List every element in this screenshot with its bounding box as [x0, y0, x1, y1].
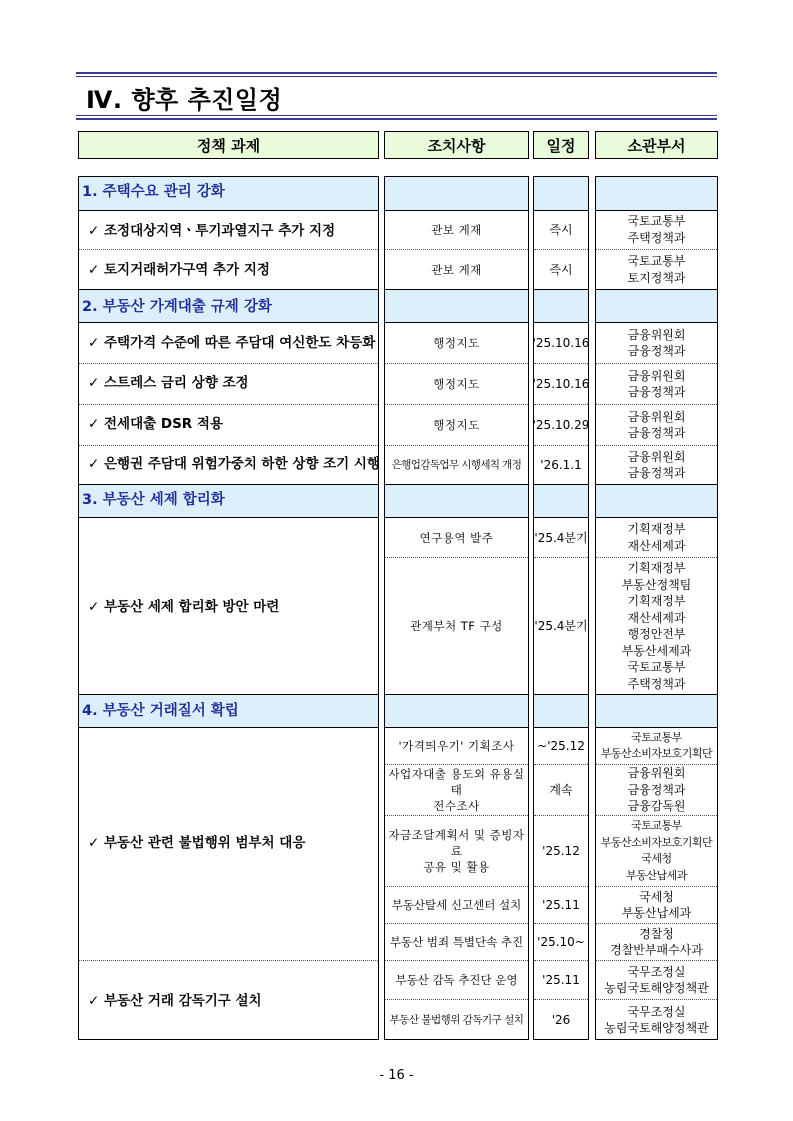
dept-line: 국토교통부: [627, 660, 686, 674]
dept-cell: [595, 211, 718, 248]
action-line: 자금조달계획서 및 증빙자료: [388, 828, 525, 858]
schedule-cell: ~'25.12: [537, 739, 585, 753]
policy-item: ✓ 부동산 세제 합리화 방안 마련: [88, 599, 280, 615]
policy-item: ✓ 은행권 주담대 위험가중치 하한 상향 조기 시행: [88, 456, 380, 472]
action-line: 공유 및 활용: [423, 860, 490, 874]
dept-cell: [595, 924, 718, 960]
dept-line: 주택정책과: [627, 676, 686, 691]
policy-item: ✓ 부동산 관련 불법행위 범부처 대응: [88, 835, 306, 851]
dept-line: 금융정책과: [627, 385, 686, 399]
dept-line: 국세청: [639, 889, 674, 904]
action-line: 사업자대출 용도외 유용실태: [388, 767, 525, 797]
action-cell: 부동산 감독 추진단 운영: [395, 973, 518, 987]
dept-line: 금융감독원: [627, 799, 686, 814]
row-separator: [79, 404, 378, 405]
action-line: 전수조사: [433, 799, 480, 813]
dept-line: 국무조정실: [627, 964, 686, 979]
dept-line: 기획재정부: [627, 594, 686, 608]
dept-cell: [595, 323, 718, 363]
dept-line: 금융위원회: [627, 327, 686, 342]
page-number: - 16 -: [379, 1068, 414, 1083]
header-action: 조치사항: [384, 131, 529, 159]
bottom-rule: [76, 115, 717, 116]
dept-line: 금융위원회: [627, 368, 686, 383]
dept-line: 행정안전부: [627, 627, 686, 641]
schedule-cell: '25.10.16: [532, 336, 590, 350]
schedule-cell: '26.1.1: [540, 458, 582, 472]
schedule-cell: '25.11: [542, 973, 580, 987]
action-cell: 행정지도: [433, 377, 480, 391]
action-cell: '가격띄우기' 기획조사: [398, 739, 515, 753]
section-title: 1. 주택수요 관리 강화: [82, 184, 225, 200]
dept-line: 농림국토해양정책관: [604, 981, 709, 995]
policy-item: ✓ 주택가격 수준에 따른 주담대 여신한도 차등화: [88, 335, 376, 351]
schedule-cell: '25.10~: [537, 935, 585, 949]
row-separator: [79, 445, 378, 446]
dept-line: 금융위원회: [627, 409, 686, 424]
dept-line: 농림국토해양정책관: [604, 1021, 709, 1035]
dept-line: 기획재정부: [627, 561, 686, 575]
row-separator: [79, 363, 378, 364]
dept-cell: [595, 250, 718, 289]
row-separator: [79, 960, 378, 961]
dept-line: 금융정책과: [627, 426, 686, 440]
policy-item: ✓ 전세대출 DSR 적용: [88, 416, 223, 432]
dept-line: 금융위원회: [627, 766, 686, 781]
dept-line: 주택정책과: [627, 230, 686, 245]
schedule-cell: 계속: [549, 783, 573, 797]
section-title: 4. 부동산 거래질서 확립: [82, 703, 239, 719]
action-cell: 행정지도: [433, 418, 480, 432]
dept-line: 토지정책과: [627, 270, 686, 285]
dept-cell: [595, 765, 718, 815]
dept-line: 부동산납세과: [626, 868, 687, 882]
schedule-cell: 즉시: [549, 222, 573, 237]
dept-line: 재산세제과: [627, 610, 686, 625]
dept-line: 국토교통부: [631, 730, 682, 744]
top-rule: [76, 72, 717, 74]
dept-line: 금융위원회: [627, 449, 686, 464]
dept-line: 경찰청: [639, 926, 674, 941]
policy-item: ✓ 조정대상지역ㆍ투기과열지구 추가 지정: [88, 223, 336, 239]
dept-line: 부동산납세과: [621, 906, 692, 920]
dept-line: 국세청: [641, 852, 672, 865]
top-rule: [76, 76, 717, 77]
policy-item: ✓ 부동산 거래 감독기구 설치: [88, 993, 262, 1009]
dept-cell: [595, 446, 718, 484]
action-cell: 부동산 불법행위 감독기구 설치: [389, 1014, 524, 1026]
action-cell: 은행업감독업무 시행세칙 개정: [391, 459, 522, 471]
dept-cell: [595, 816, 718, 886]
section-title: 3. 부동산 세제 합리화: [82, 492, 225, 508]
action-cell: 관보 게재: [431, 222, 482, 237]
row-separator: [79, 249, 378, 250]
bottom-rule: [76, 118, 717, 120]
dept-line: 금융정책과: [627, 466, 686, 480]
action-cell: [384, 816, 529, 886]
action-cell: [384, 765, 529, 815]
dept-line: 국무조정실: [627, 1004, 686, 1019]
dept-line: 부동산세제과: [621, 643, 692, 658]
dept-cell: [595, 961, 718, 999]
action-cell: 부동산탈세 신고센터 설치: [391, 898, 522, 912]
dept-line: 국토교통부: [627, 254, 686, 268]
section-title: 2. 부동산 가계대출 규제 강화: [82, 299, 272, 315]
dept-cell: [595, 887, 718, 923]
dept-line: 부동산정책팀: [621, 577, 692, 592]
dept-line: 금융정책과: [627, 782, 686, 797]
dept-line: 부동산소비자보호기획단: [600, 835, 713, 849]
header-policy: 정책 과제: [78, 131, 379, 159]
dept-cell: [595, 1000, 718, 1040]
schedule-cell: '25.10.29: [532, 418, 590, 432]
dept-cell: [595, 364, 718, 404]
schedule-cell: '25.12: [542, 844, 580, 858]
dept-line: 국토교통부: [631, 819, 682, 832]
section-heading: Ⅳ. 향후 추진일정: [86, 86, 283, 114]
action-cell: 연구용역 발주: [419, 530, 494, 545]
schedule-cell: '26: [551, 1013, 571, 1027]
dept-line: 금융정책과: [627, 344, 686, 358]
dept-cell: [595, 728, 718, 764]
action-cell: 부동산 범죄 특별단속 추진: [389, 935, 524, 949]
schedule-cell: 즉시: [549, 262, 573, 277]
dept-cell: [595, 405, 718, 445]
dept-line: 경찰반부패수사과: [610, 943, 703, 957]
schedule-cell: '25.4분기: [534, 619, 588, 633]
action-cell: 관보 게재: [431, 262, 482, 277]
dept-cell: [595, 558, 718, 694]
dept-cell: [595, 518, 718, 557]
schedule-cell: '25.11: [542, 898, 580, 912]
action-cell: 행정지도: [433, 336, 480, 350]
dept-line: 기획재정부: [627, 522, 686, 536]
action-cell: 관계부처 TF 구성: [410, 619, 503, 633]
schedule-cell: '25.10.16: [532, 377, 590, 391]
policy-item: ✓ 토지거래허가구역 추가 지정: [88, 262, 270, 278]
header-schedule: 일정: [533, 131, 589, 159]
policy-item: ✓ 스트레스 금리 상향 조정: [88, 375, 249, 391]
header-department: 소관부서: [595, 131, 718, 159]
dept-line: 재산세제과: [627, 538, 686, 553]
dept-line: 국토교통부: [627, 214, 686, 228]
schedule-cell: '25.4분기: [534, 530, 588, 545]
dept-line: 부동산소비자보호기획단: [600, 747, 713, 760]
